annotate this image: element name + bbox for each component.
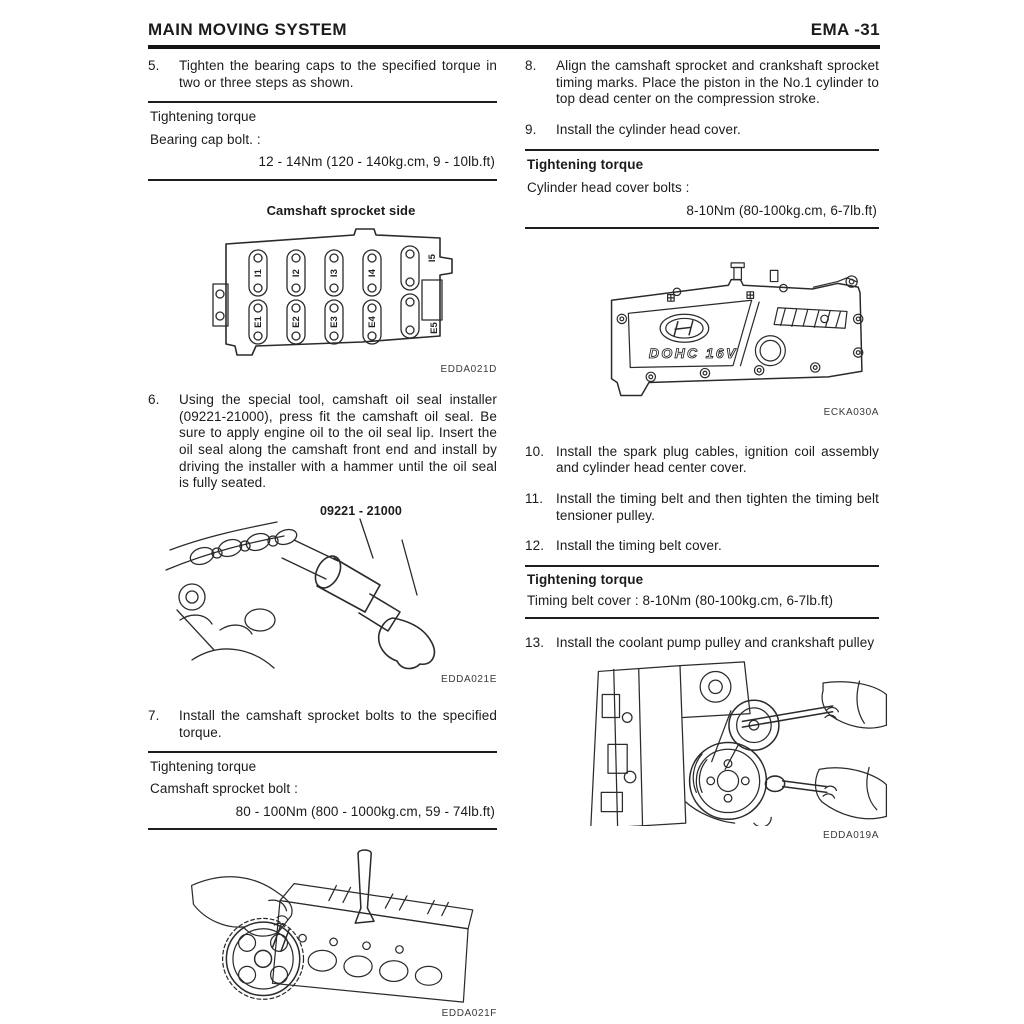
step-text: Align the camshaft sprocket and crankshaft sprocket timing marks. Place the piston in the No.1 cylinder to top dead center on the compression stroke. (556, 58, 879, 107)
step-8 (525, 58, 879, 108)
torque-item: Camshaft sprocket bolt : (150, 781, 298, 797)
right-column (525, 58, 879, 844)
lower-hand (815, 767, 886, 818)
cap-label: E1 (253, 315, 264, 328)
step-number: 6. (148, 392, 160, 408)
ribbed-strip (774, 308, 847, 329)
torque-box-timing-belt-cover (525, 565, 879, 619)
step-number: 9. (525, 121, 537, 137)
step-number: 10. (525, 443, 545, 459)
cap-label: I1 (253, 268, 264, 277)
figure-code: ECKA030A (823, 407, 879, 419)
figure-code: EDDA021F (441, 1008, 497, 1020)
cap-label: E5 (429, 321, 440, 334)
step-12 (525, 538, 879, 555)
installer-tool (310, 552, 434, 669)
step-number: 13. (525, 634, 545, 650)
torque-box-camshaft-sprocket (148, 751, 497, 831)
figure-oil-seal-installer (148, 500, 497, 689)
figure-head-cover (525, 261, 879, 422)
step-text: Install the timing belt cover. (556, 538, 722, 554)
cap-label: E2 (291, 315, 302, 328)
tool-number-label: 09221 - 21000 (320, 503, 402, 518)
figure-caption: Camshaft sprocket side (266, 202, 416, 218)
step-10 (525, 444, 879, 477)
upper-hand (822, 681, 886, 728)
cylinder-head-cover-diagram (583, 261, 883, 403)
cap-label: I5 (427, 253, 438, 262)
step-text: Tighten the bearing caps to the specified torque in two or three steps as shown. (179, 58, 497, 90)
torque-box-bearing-cap (148, 101, 497, 181)
camshaft-sprocket (223, 919, 304, 1000)
torque-item: Bearing cap bolt. : (150, 131, 261, 147)
step-number: 12. (525, 538, 545, 554)
page-title: MAIN MOVING SYSTEM (148, 20, 347, 39)
step-7 (148, 708, 497, 741)
page-header (148, 20, 880, 49)
torque-value: 80 - 100Nm (800 - 1000kg.cm, 59 - 74lb.ft) (235, 803, 495, 819)
figure-sprocket-install (148, 846, 497, 1023)
cap-label: I2 (291, 268, 302, 277)
step-number: 5. (148, 58, 160, 73)
step-text: Install the timing belt and then tighten the timing belt tensioner pulley. (556, 490, 879, 523)
step-9 (525, 122, 879, 139)
step-number: 8. (525, 58, 537, 73)
step-text: Install the camshaft sprocket bolts to the specified torque. (179, 708, 497, 740)
crankshaft-pulley (690, 742, 767, 819)
sprocket-install-diagram (178, 846, 508, 1004)
figure-pulley-install (525, 658, 879, 845)
cap-label: I3 (329, 268, 340, 277)
torque-line: Timing belt cover : 8-10Nm (80-100kg.cm, 6-7lb.ft) (527, 593, 834, 609)
figure-code: EDDA021E (441, 673, 497, 685)
intake-caps (249, 246, 438, 296)
engine-badge-text: DOHC 16V (648, 345, 738, 362)
step-6 (148, 392, 497, 492)
hyundai-logo (660, 314, 709, 342)
figure-code: EDDA019A (823, 829, 879, 841)
page-number: EMA -31 (810, 20, 880, 39)
left-column (148, 58, 497, 1023)
step-number: 11. (525, 490, 544, 506)
torque-title: Tightening torque (527, 157, 644, 173)
step-text: Using the special tool, camshaft oil seal installer (09221-21000), press fit the camshaft oil seal. Be sure to apply engine oil to the oil seal lip. Insert the oil seal along the camshaft front end and install by driving the installer with a hammer until the oil seal is fully seated. (179, 392, 497, 491)
cap-label: I4 (367, 268, 378, 277)
step-text: Install the coolant pump pulley and crankshaft pulley (556, 634, 875, 650)
pulley-install-diagram (563, 658, 893, 826)
figure-bearing-caps (148, 203, 497, 378)
figure-code: EDDA021D (440, 363, 497, 375)
step-text: Install the cylinder head cover. (556, 121, 741, 137)
torque-title: Tightening torque (150, 109, 257, 125)
torque-title: Tightening torque (150, 758, 257, 774)
step-text: Install the spark plug cables, ignition coil assembly and cylinder head center cover. (556, 443, 879, 476)
exhaust-caps (249, 294, 440, 344)
step-number: 7. (148, 708, 160, 724)
oil-seal-installer-diagram (162, 500, 494, 670)
torque-title: Tightening torque (527, 571, 644, 587)
torque-value: 8-10Nm (80-100kg.cm, 6-7lb.ft) (686, 202, 877, 218)
step-11 (525, 491, 879, 524)
cap-label: E3 (329, 315, 340, 328)
step-5 (148, 58, 497, 91)
step-13 (525, 635, 879, 652)
cap-label: E4 (367, 315, 378, 328)
bearing-cap-diagram (210, 224, 472, 360)
torque-box-head-cover (525, 149, 879, 229)
torque-item: Cylinder head cover bolts : (527, 179, 690, 195)
torque-value: 12 - 14Nm (120 - 140kg.cm, 9 - 10lb.ft) (258, 154, 495, 170)
